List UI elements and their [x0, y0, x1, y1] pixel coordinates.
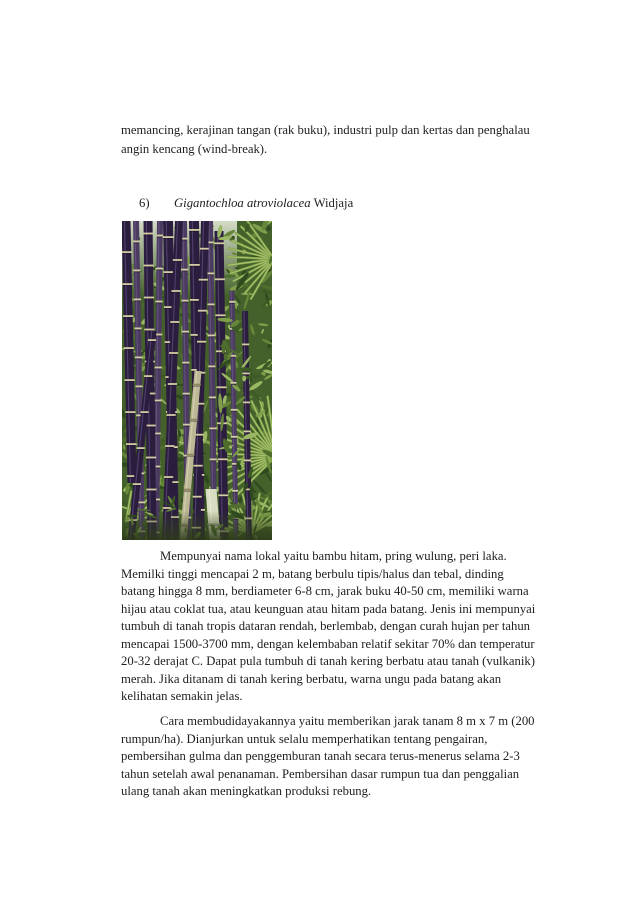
- text-line: merah. Jika ditanam di tanah kering berbatu, warna ungu pada batang akan: [121, 671, 502, 686]
- bamboo-photo: [122, 221, 272, 540]
- species-author: Widjaja: [313, 196, 354, 210]
- text-line: 20-32 derajat C. Dapat pula tumbuh di tanah kering berbatu atau tanah (vulkanik): [121, 654, 535, 668]
- text-line: tahun setelah awal penanaman. Pembersihan dasar rumpun tua dan penggalian: [121, 766, 520, 781]
- leaf: [228, 504, 246, 508]
- intro-paragraph: [121, 121, 530, 158]
- text-line: mencapai 1500-3700 mm, dengan kelembaban relatif sekitar 70% dan temperatur: [121, 636, 535, 651]
- text-line: ulang tanah akan meningkatkan produksi rebung.: [121, 784, 372, 798]
- list-number: 6): [139, 196, 150, 210]
- text-line: pembersihan gulma dan penggemburan tanah secara terus-menerus selama 2-3: [121, 749, 520, 763]
- text-line: Memilki tinggi mencapai 2 m, batang berbulu tipis/halus dan tebal, dinding: [121, 566, 504, 581]
- text-line: batang hingga 8 mm, berdiameter 6-8 cm, jarak buku 40-50 cm, memiliki warna: [121, 584, 529, 598]
- text-line: Cara membudidayakannya yaitu memberikan jarak tanam 8 m x 7 m (200: [160, 714, 535, 728]
- cultivation-paragraph: [121, 713, 535, 801]
- description-paragraph: [121, 548, 535, 706]
- text-line: tumbuh di tanah tropis dataran rendah, berlembab, dengan curah hujan per tahun: [121, 619, 531, 633]
- text-line: angin kencang (wind-break).: [121, 141, 268, 156]
- text-line: kelihatan semakin jelas.: [121, 689, 243, 703]
- text-line: memancing, kerajinan tangan (rak buku), industri pulp dan kertas dan penghalau: [121, 123, 530, 137]
- ground-shade: [122, 511, 272, 540]
- species-name: Gigantochloa atroviolacea: [174, 196, 311, 210]
- text-line: hijau atau coklat tua, atau keunguan atau hitam pada batang. Jenis ini mempunyai: [121, 601, 536, 616]
- bamboo-photo-image: [122, 221, 272, 540]
- species-heading: [174, 194, 353, 212]
- text-line: rumpun/ha). Dianjurkan untuk selalu memperhatikan tentang pengairan,: [121, 731, 488, 746]
- text-line: Mempunyai nama lokal yaitu bambu hitam, pring wulung, peri laka.: [160, 549, 507, 563]
